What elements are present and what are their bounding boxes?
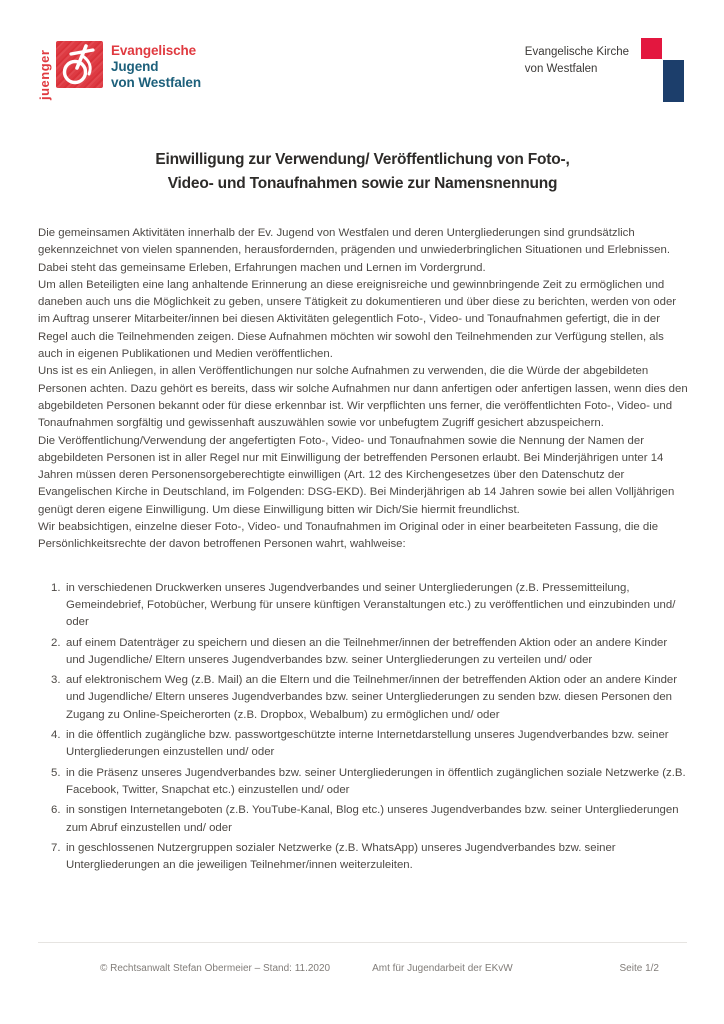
ekvw-red-square bbox=[641, 38, 662, 59]
list-number: 4. bbox=[51, 729, 61, 742]
list-number: 1. bbox=[51, 581, 61, 594]
footer-divider bbox=[38, 942, 687, 943]
list-text: in die Präsenz unseres Jugendverbandes bzw. seiner Untergliederungen in öffentlich zugänglichen soziale Netzwerke (z.B. Facebook, Twitter, Snapchat etc.) einzustellen und/ oder bbox=[66, 766, 686, 796]
brand-line-evangelische: Evangelische bbox=[111, 43, 197, 58]
juenger-vertical-label: juenger bbox=[37, 49, 52, 100]
list-item bbox=[38, 802, 688, 837]
ekvw-navy-rectangle bbox=[663, 60, 684, 102]
list-number: 3. bbox=[51, 674, 61, 687]
header bbox=[38, 38, 687, 104]
list-number: 5. bbox=[51, 766, 61, 779]
brand-line-jugend: Jugend bbox=[111, 59, 159, 74]
list-number: 6. bbox=[51, 804, 61, 817]
ekvw-logo bbox=[525, 38, 687, 104]
list-item bbox=[38, 727, 688, 762]
list-text: in sonstigen Internetangeboten (z.B. YouTube-Kanal, Blog etc.) unseres Jugendverbandes bzw. seiner Untergliederungen zum Abruf einzustellen und/ oder bbox=[66, 804, 679, 834]
list-item bbox=[38, 635, 688, 670]
list-number: 2. bbox=[51, 636, 61, 649]
ekvw-line2: von Westfalen bbox=[524, 63, 598, 75]
paragraph-recordings: Um allen Beteiligten eine lang anhaltende Erinnerung an diese ereignisreiche und gewinnbringende Zeit zu ermöglichen und daneben auch uns die Möglichkeit zu geben, unsere Tätigkeit zu dokumentieren und über diese zu berichten, werden von oder im Auftrag unserer Mitarbeiter/innen bei diesen Aktivitäten gelegentlich Foto-, Video- und Tonaufnahmen gefertigt, die in der Regel auch die Teilnehmenden zeigen. Diese Aufnahmen möchten wir sowohl den Teilnehmenden zur Verfügung stellen, als auch in eigenen Publikationen und Medien veröffentlichen. bbox=[38, 278, 677, 361]
list-text: in geschlossenen Nutzergruppen sozialer Netzwerke (z.B. WhatsApp) unseres Jugendverbandes bzw. seiner Untergliederungen an die jeweiligen Teilnehmer/innen weiterzuleiten. bbox=[66, 841, 616, 872]
juenger-figure-icon bbox=[56, 41, 103, 88]
body-text bbox=[38, 225, 688, 877]
ekvw-wordmark bbox=[525, 44, 629, 78]
list-item bbox=[38, 840, 688, 875]
paragraph-list-intro: Wir beabsichtigen, einzelne dieser Foto-, Video- und Tonaufnahmen im Original oder in einer bearbeiteten Fassung, die die Persönlichkeitsrechte der davon betroffenen Personen wahrt, wahlweise: bbox=[38, 521, 659, 551]
list-number: 7. bbox=[51, 841, 61, 854]
list-text: auf elektronischem Weg (z.B. Mail) an die Eltern und die Teilnehmer/innen der betreffenden Aktion oder an andere Kinder und Jugendliche/ Eltern unseres Jugendverbandes bzw. seiner Untergliederungen zu senden bzw. diesen Personen den Zugang zu Online-Speicherorten (z.B. Dropbox, Webalbum) zu ermöglichen und/ oder bbox=[66, 674, 678, 721]
list-text: auf einem Datenträger zu speichern und diesen an die Teilnehmer/innen der betreffenden Aktion oder an andere Kinder und Jugendliche/ Eltern unseres Jugendverbandes bzw. seiner Untergliederungen zu verteilen und/ oder bbox=[66, 636, 668, 666]
list-item bbox=[38, 580, 688, 632]
paragraph-activities: Die gemeinsamen Aktivitäten innerhalb der Ev. Jugend von Westfalen und deren Untergliederungen sind grundsätzlich gekennzeichnet von vielen spannenden, herausfordernden, prägenden und unwiederbringlichen Situationen und Erlebnissen. Dabei steht das gemeinsame Erleben, Erfahrungen machen und Lernen im Vordergrund. bbox=[38, 227, 671, 274]
ekvw-mark-icon bbox=[641, 38, 687, 104]
ekvw-line1: Evangelische Kirche bbox=[524, 46, 629, 58]
list-item bbox=[38, 672, 688, 724]
list-item bbox=[38, 765, 688, 800]
juenger-logo bbox=[38, 38, 201, 100]
list-text: in die öffentlich zugängliche bzw. passwortgeschützte interne Internetdarstellung unseres Jugendverbandes bzw. seiner Untergliederungen einzustellen und/ oder bbox=[66, 729, 669, 759]
footer-department: Amt für Jugendarbeit der EKvW bbox=[372, 963, 513, 974]
footer-copyright: © Rechtsanwalt Stefan Obermeier – Stand: 11.2020 bbox=[100, 963, 331, 974]
footer-credits bbox=[38, 963, 513, 974]
juenger-wordmark bbox=[111, 43, 201, 91]
paragraph-consent-law: Die Veröffentlichung/Verwendung der angefertigten Foto-, Video- und Tonaufnahmen sowie die Nennung der Namen der abgebildeten Personen ist in aller Regel nur mit Einwilligung der betreffenden Personen erlaubt. Bei Minderjährigen unter 14 Jahren müssen deren Personensorgeberechtigte einwilligen (Art. 12 des Kirchengesetzes über den Datenschutz der Evangelischen Kirche in Deutschland, im Folgenden: DSG-EKD). Bei Minderjährigen ab 14 Jahren sowie bei allen Volljährigen genügt deren eigene Einwilligung. Um diese Einwilligung bitten wir Dich/Sie hiermit freundlichst. bbox=[38, 434, 675, 516]
list-text: in verschiedenen Druckwerken unseres Jugendverbandes und seiner Untergliederungen (z.B. Pressemitteilung, Gemeindebrief, Fotobücher, Werbung für unsere künftigen Veranstaltungen etc.) zu veröffentlichen und einzubinden und/ oder bbox=[66, 581, 676, 629]
usage-list bbox=[38, 580, 688, 875]
page-title-line1: Einwilligung zur Verwendung/ Veröffentlichung von Foto-, bbox=[155, 151, 570, 168]
page-title-line2: Video- und Tonaufnahmen sowie zur Namensnennung bbox=[167, 175, 558, 192]
footer-page-number: Seite 1/2 bbox=[619, 963, 659, 974]
paragraph-dignity: Uns ist es ein Anliegen, in allen Veröffentlichungen nur solche Aufnahmen zu verwenden, die die Würde der abgebildeten Personen achten. Dazu gehört es bereits, dass wir solche Aufnahmen nur dann anfertigen oder anfertigen lassen, wenn dies den abgebildeten Personen bekannt oder für diese erkennbar ist. Wir verpflichten uns ferner, die veröffentlichten Foto-, Video- und Tonaufnahmen sorgfältig und gewissenhaft auszuwählen sowie vor unbefugtem Zugriff gesichert abzuspeichern. bbox=[38, 365, 688, 430]
footer bbox=[38, 963, 687, 974]
brand-line-westfalen: von Westfalen bbox=[111, 75, 201, 90]
page-title bbox=[38, 148, 687, 196]
